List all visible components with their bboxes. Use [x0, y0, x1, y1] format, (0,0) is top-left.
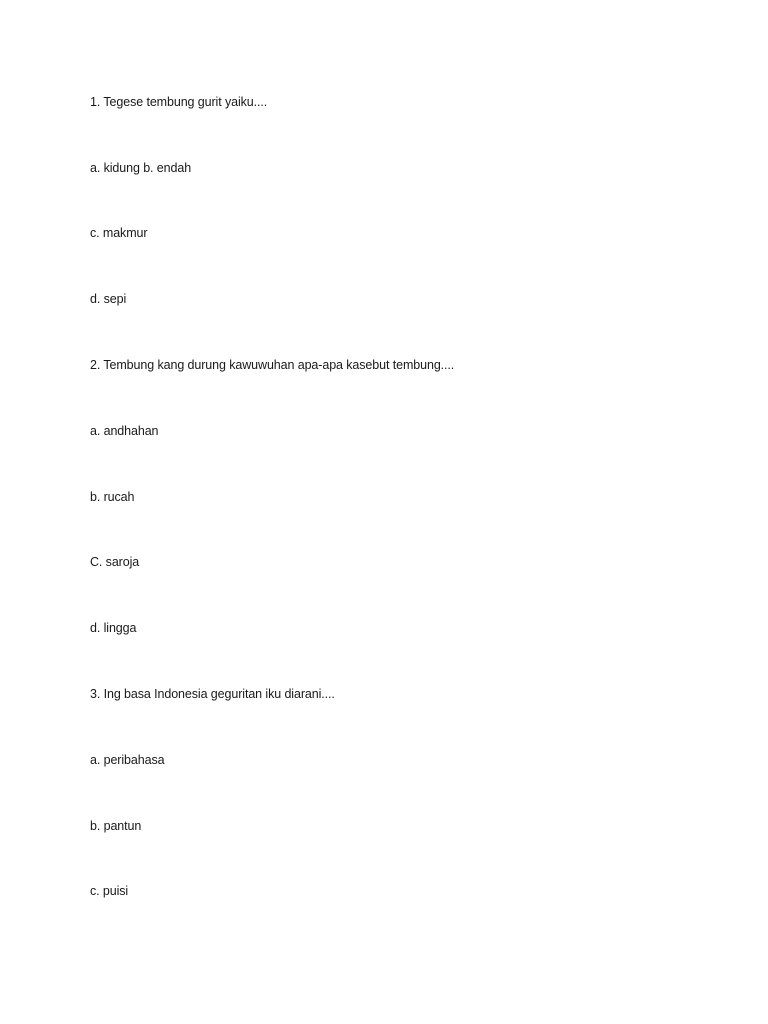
question-2-option-d: d. lingga	[90, 621, 137, 635]
question-3-option-c: c. puisi	[90, 884, 129, 898]
question-2-option-b: b. rucah	[90, 490, 135, 504]
question-1-option-d: d. sepi	[90, 292, 127, 306]
question-1-option-c: c. makmur	[90, 226, 148, 240]
question-1-options-a-b: a. kidung b. endah	[90, 161, 192, 175]
question-3-option-a: a. peribahasa	[90, 753, 165, 767]
question-3-option-b: b. pantun	[90, 819, 142, 833]
question-2-option-c: C. saroja	[90, 555, 140, 569]
question-2-option-a: a. andhahan	[90, 424, 159, 438]
question-3: 3. Ing basa Indonesia geguritan iku diarani....	[90, 687, 335, 701]
question-1: 1. Tegese tembung gurit yaiku....	[90, 95, 268, 109]
question-2: 2. Tembung kang durung kawuwuhan apa-apa kasebut tembung....	[90, 358, 455, 372]
